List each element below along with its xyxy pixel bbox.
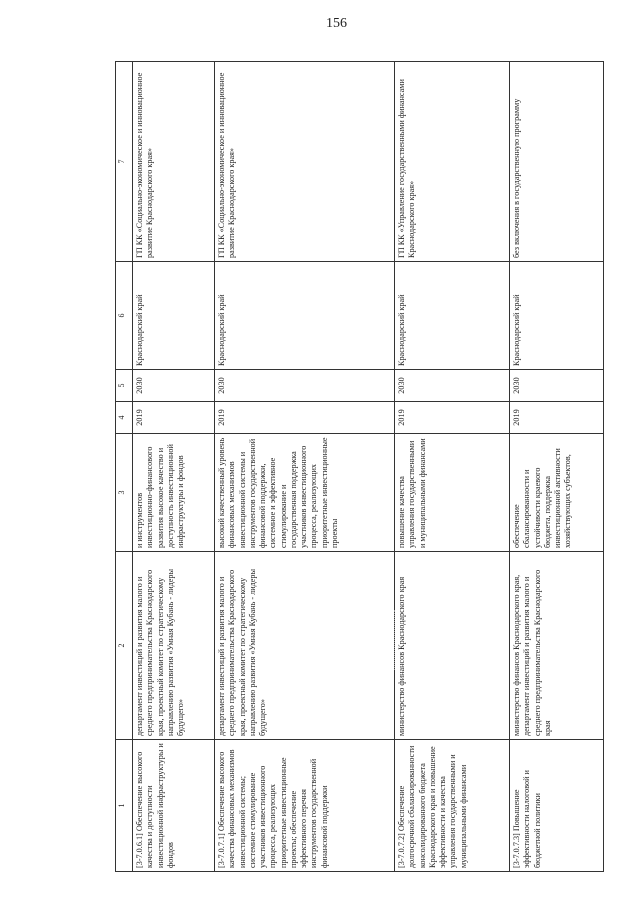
table-row	[510, 62, 604, 872]
result-cell: и инструментов инвестиционно-финансового развития высокое качество и доступность инвестиционной инфраструктуры и фондов	[133, 434, 215, 552]
territory-cell: Краснодарский край	[215, 262, 395, 370]
territory-cell: Краснодарский край	[510, 262, 604, 370]
table-row	[133, 62, 215, 872]
header-cell: 7	[116, 62, 133, 262]
end-year-cell: 2030	[395, 370, 510, 402]
header-cell: 2	[116, 552, 133, 740]
task-cell: [3-7.0.7.3] Повышение эффективности налоговой и бюджетной политики	[510, 740, 604, 872]
result-cell: обеспечение сбалансированности и устойчивости краевого бюджета, поддержка инвестиционной активности хозяйствующих субъектов,	[510, 434, 604, 552]
executor-cell: департамент инвестиций и развития малого и среднего предпринимательства Краснодарского края, проектный комитет по стратегическому направлению развития «Умная Кубань - лидеры будущего»	[133, 552, 215, 740]
rotated-table-container	[115, 62, 573, 872]
plan-table	[115, 61, 604, 872]
program-cell: без включения в государственную программу	[510, 62, 604, 262]
result-cell: высокий качественный уровень финансовых механизмов инвестиционной системы и инструментов государственной финансовой поддержки, системное и эффективное стимулирование и государственная поддержка участников инвестиционного процесса, реализующих приоритетные инвестиционные проекты	[215, 434, 395, 552]
program-cell: ГП КК «Социально-экономическое и инновационное развитие Краснодарского края»	[215, 62, 395, 262]
task-cell: [3-7.0.7.1] Обеспечение высокого качества финансовых механизмов инвестиционной системы; системное стимулирование участников инвестиционного процесса, реализующих приоритетные инвестиционные проекты; обеспечение эффективного перечня инструментов государственной финансовой поддержки	[215, 740, 395, 872]
header-cell: 4	[116, 402, 133, 434]
executor-cell: департамент инвестиций и развития малого и среднего предпринимательства Краснодарского края, проектный комитет по стратегическому направлению развития «Умная Кубань - лидеры будущего»	[215, 552, 395, 740]
start-year-cell: 2019	[510, 402, 604, 434]
header-cell: 1	[116, 740, 133, 872]
end-year-cell: 2030	[215, 370, 395, 402]
header-row	[116, 62, 133, 872]
task-cell: [3-7.0.6.1] Обеспечение высокого качества и доступности инвестиционной инфраструктуры и фондов	[133, 740, 215, 872]
header-cell: 3	[116, 434, 133, 552]
start-year-cell: 2019	[133, 402, 215, 434]
program-cell: ГП КК «Социально-экономическое и инновационное развитие Краснодарского края»	[133, 62, 215, 262]
executor-cell: министерство финансов Краснодарского края	[395, 552, 510, 740]
rotated-table-frame	[115, 62, 573, 872]
table-row	[215, 62, 395, 872]
table-row	[395, 62, 510, 872]
territory-cell: Краснодарский край	[133, 262, 215, 370]
header-cell: 6	[116, 262, 133, 370]
executor-cell: министерство финансов Краснодарского края, департамент инвестиций и развития малого и среднего предпринимательства Краснодарского края	[510, 552, 604, 740]
territory-cell: Краснодарский край	[395, 262, 510, 370]
program-cell: ГП КК «Управление государственными финансами Краснодарского края»	[395, 62, 510, 262]
header-cell: 5	[116, 370, 133, 402]
margin-mark	[394, 610, 395, 670]
page-number: 156	[326, 16, 347, 31]
start-year-cell: 2019	[215, 402, 395, 434]
start-year-cell: 2019	[395, 402, 510, 434]
end-year-cell: 2030	[510, 370, 604, 402]
task-cell: [3-7.0.7.2] Обеспечение долгосрочной сбалансированности консолидированного бюджета Краснодарского края и повышение эффективности и качества управления государственными и муниципальными финансами	[395, 740, 510, 872]
end-year-cell: 2030	[133, 370, 215, 402]
result-cell: повышение качества управления государственными и муниципальными финансами	[395, 434, 510, 552]
